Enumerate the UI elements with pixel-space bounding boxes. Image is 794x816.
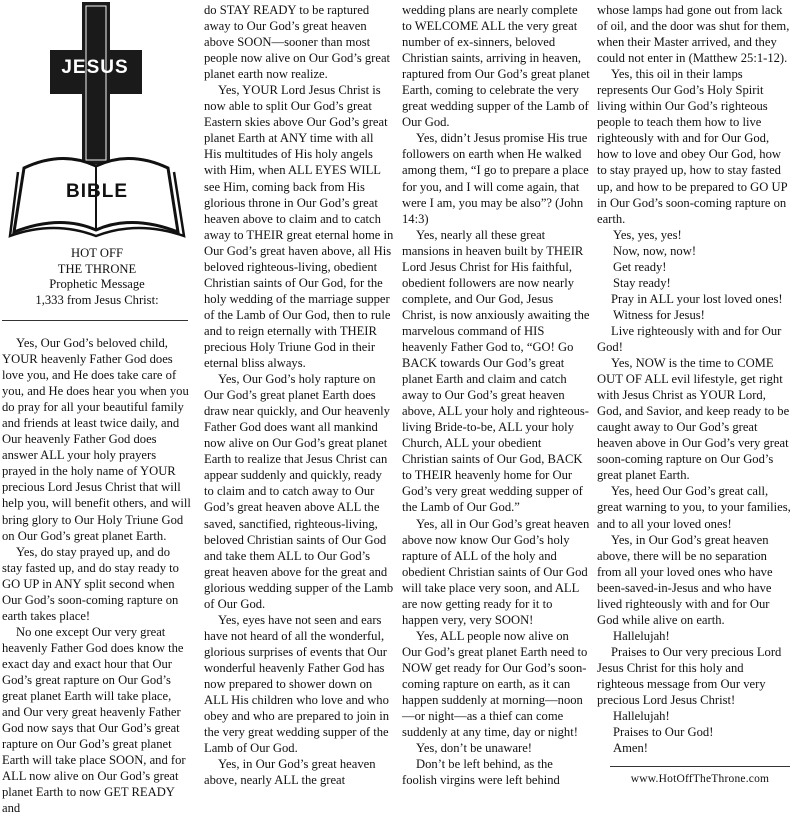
paragraph: whose lamps had gone out from lack of oil, and the door was shut for them, when their Master arrived, and they could not enter in (Matthew 25:1-12). bbox=[597, 3, 790, 66]
paragraph: Amen! bbox=[613, 741, 648, 756]
paragraph: Pray in ALL your lost loved ones! bbox=[611, 291, 783, 306]
paragraph: Live righteously with and for Our God! bbox=[597, 323, 782, 354]
divider bbox=[2, 320, 188, 321]
paragraph: Yes, ALL people now alive on Our God’s great planet Earth need to NOW get ready for Our God’s soon-coming rapture on earth, as it can happen suddenly at morning—noon—or night—as a thief can come suddenly at any time, day or night! bbox=[402, 628, 588, 740]
masthead-line-2: THE THRONE bbox=[57, 261, 137, 276]
paragraph: Yes, YOUR Lord Jesus Christ is now able to split Our God’s great Eastern skies above Our God’s great planet Earth at ANY time with all His multitudes of His holy angels with Him, when ALL EYES WILL see Him, coming back from His glorious throne in Our God’s great heaven above to claim and to catch away to THEIR great eternal home in Our God’s great haven above, all His beloved righteous-living, obedient Christian saints of Our God, for the holy wedding of the marriage supper of the Lamb of Our God, then to rule and to reign eternally with THEIR precious Holy Triune God in their eternal bliss always. bbox=[204, 83, 394, 371]
paragraph: Yes, yes, yes! bbox=[613, 227, 682, 242]
paragraph: Yes, didn’t Jesus promise His true followers on earth when He walked among them, “I go to prepare a place for you, and I will come again, that were I am, you may be also”? (John 14:3) bbox=[402, 131, 589, 226]
paragraph: Yes, in Our God’s great heaven above, nearly ALL the great bbox=[204, 757, 376, 788]
column-4 bbox=[597, 2, 792, 756]
column-2 bbox=[204, 2, 394, 788]
masthead-line-3: Prophetic Message bbox=[49, 277, 145, 291]
cross-bible-icon bbox=[2, 0, 192, 240]
masthead bbox=[2, 246, 192, 308]
logo-bible-text: BIBLE bbox=[66, 181, 128, 202]
column-1-body bbox=[2, 335, 192, 816]
paragraph: Yes, nearly all these great mansions in heaven built by THEIR Lord Jesus Christ for His faithful, obedient followers are now nearly complete, and Our God, Jesus Christ, is now anxiously awaiting the marvelous command of HIS heavenly Father God to, “GO! Go BACK towards Our God’s great planet Earth and claim and catch away to Our God’s great heaven above, ALL your holy and righteous-living Bride-to-be, ALL your holy Church, ALL your obedient Christian saints of Our God, BACK to THEIR heavenly home for Our God’s very great wedding supper of the Lamb of Our God.” bbox=[402, 227, 590, 515]
paragraph: Get ready! bbox=[613, 259, 667, 274]
column-3 bbox=[402, 2, 590, 788]
paragraph: do STAY READY to be raptured away to Our God’s great heaven above SOON—sooner than most people now alive on Our God’s great planet earth now realize. bbox=[204, 3, 391, 82]
paragraph: Yes, eyes have not seen and ears have not heard of all the wonderful, glorious surprises of events that Our wonderful heavenly Father God has now prepared to shower down on ALL His children who love and who obey and who are prepared to join in the very great wedding supper of the Lamb of Our God. bbox=[204, 612, 389, 756]
paragraph: Yes, Our God’s holy rapture on Our God’s great planet Earth does draw near quickly, and Our heavenly Father God does want all mankind now alive on Our God’s great planet Earth to realize that Jesus Christ can appear suddenly and quickly, ready to claim and to catch away to Our God’s great heaven above ALL the saved, sanctified, righteous-living, beloved Christian saints of Our God and take them ALL to Our God’s great heaven above for the great and glorious wedding supper of the Lamb of Our God. bbox=[204, 372, 394, 611]
website-link[interactable]: www.HotOffTheThrone.com bbox=[610, 766, 790, 785]
paragraph: Praises to Our very precious Lord Jesus Christ for this holy and righteous message from Our very precious Lord Jesus Christ! bbox=[597, 644, 782, 708]
paragraph: Yes, heed Our God’s great call, great warning to you, to your families, and to all your loved ones! bbox=[597, 484, 791, 531]
paragraph: wedding plans are nearly complete to WELCOME ALL the very great number of ex-sinners, beloved Christian saints, arriving in heaven, raptured from Our God’s great planet Earth, coming to celebrate the very great wedding supper of the Lamb of Our God. bbox=[402, 3, 590, 130]
logo-jesus-text: JESUS bbox=[61, 57, 129, 78]
paragraph: Yes, do stay prayed up, and do stay fasted up, and do stay ready to GO UP in ANY split second when Our God’s soon-coming rapture on earth takes place! bbox=[2, 544, 179, 623]
paragraph: Yes, Our God’s beloved child, YOUR heavenly Father God does love you, and He does take care of you, and He does hear you when you do pray for all your beautiful family and friends at least twice daily, and Our heavenly Father God does answer ALL your holy prayers prayed in the holy name of YOUR precious Lord Jesus Christ that will help you, will benefit others, and will bring glory to Our Holy Triune God on Our God’s great planet Earth. bbox=[2, 336, 191, 543]
jesus-bible-logo bbox=[2, 0, 192, 240]
paragraph: Hallelujah! bbox=[613, 709, 670, 724]
paragraph: No one except Our very great heavenly Father God does know the exact day and exact hour that Our God’s great rapture on Our God’s great planet Earth will take place, and Our very great heavenly Father God now says that Our God’s great rapture on Our God’s great planet Earth will take place SOON, and for ALL now alive on Our God’s great planet Earth to now GET READY and bbox=[2, 624, 186, 816]
masthead-line-4: 1,333 from Jesus Christ: bbox=[35, 292, 159, 307]
paragraph: Witness for Jesus! bbox=[613, 307, 705, 322]
paragraph: Don’t be left behind, as the foolish virgins were left behind bbox=[402, 757, 560, 788]
paragraph: Yes, all in Our God’s great heaven above now know Our God’s holy rapture of ALL of the holy and obedient Christian saints of Our God will take place very soon, and ALL are now getting ready for it to happen very, very SOON! bbox=[402, 516, 590, 627]
paragraph: Yes, this oil in their lamps represents Our God’s Holy Spirit living within Our God’s righteous people to teach them how to live righteously with and for Our God, how to love and obey Our God, how to stay prayed up, how to stay fasted up, and how to be prepared to GO UP in Our God’s soon-coming rapture on earth. bbox=[597, 67, 788, 226]
column-1 bbox=[2, 0, 192, 816]
masthead-line-1: HOT OFF bbox=[71, 246, 123, 260]
paragraph: Yes, don’t be unaware! bbox=[416, 741, 533, 756]
paragraph: Yes, in Our God’s great heaven above, there will be no separation from all your loved ones who have been-saved-in-Jesus and who have lived righteously with and for Our God while alive on earth. bbox=[597, 532, 773, 627]
paragraph: Now, now, now! bbox=[613, 243, 697, 258]
paragraph: Hallelujah! bbox=[613, 628, 670, 643]
paragraph: Stay ready! bbox=[613, 275, 671, 290]
paragraph: Praises to Our God! bbox=[613, 725, 714, 740]
paragraph: Yes, NOW is the time to COME OUT OF ALL evil lifestyle, get right with Jesus Christ as YOUR Lord, God, and Savior, and keep ready to be caught away to Our God’s great heaven above in Our God’s very great soon-coming rapture on Our God’s great planet Earth. bbox=[597, 356, 790, 483]
